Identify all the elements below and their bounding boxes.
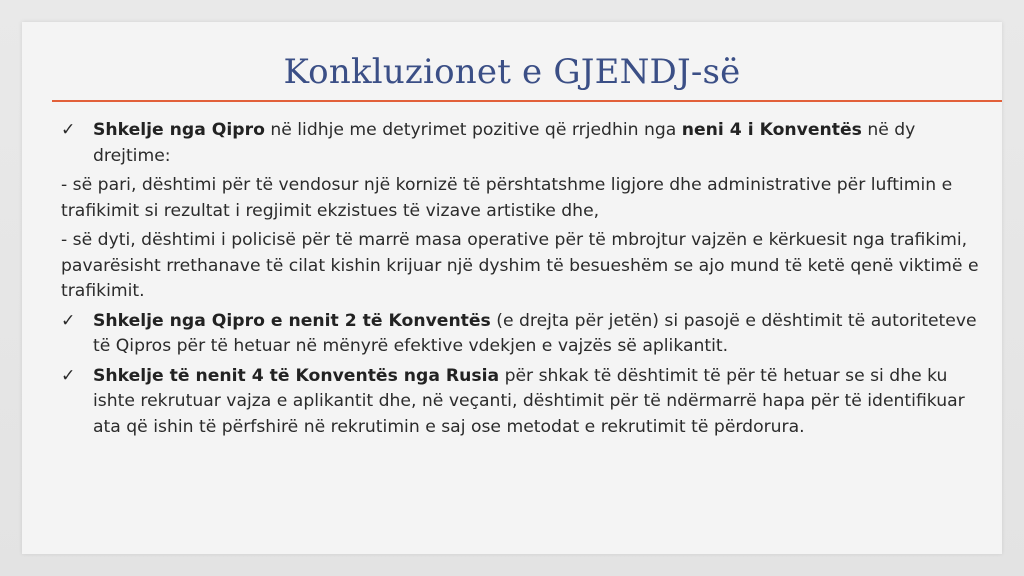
- bullet-2-bold: Shkelje nga Qipro e nenit 2 të Konventës: [93, 310, 491, 331]
- checkmark-icon: ✓: [61, 365, 76, 386]
- bullet-1-bold-2: neni 4 i Konventës: [681, 120, 862, 140]
- title-underline: [52, 100, 1002, 102]
- bullet-item-1: [61, 118, 981, 169]
- bullet-2-text: (e drejta për jetën) si pasojë e dështimit të autoriteteve të Qipros për të hetuar në mënyrë efektive vdekjen e vajzës së aplikantit.: [93, 310, 977, 356]
- bullet-1-text: në lidhje me detyrimet pozitive që rrjedhin nga: [264, 120, 682, 140]
- paragraph-first-failure: - së pari, dështimi për të vendosur një kornizë të përshtatshme ligjore dhe administrative për luftimin e trafikimit si rezultat i regjimit ekzistues të vizave artistike dhe,: [61, 175, 953, 221]
- paragraph-second-failure: - së dyti, dështimi i policisë për të marrë masa operative për të mbrojtur vajzën e kërkuesit nga trafikimi, pavarësisht rrethanave të cilat kishin krijuar një dyshim të besueshëm se ajo mund të ketë qenë viktimë e trafikimit.: [61, 230, 979, 301]
- bullet-3-text: për shkak të dështimit të për të hetuar se si dhe ku ishte rekrutuar vajza e aplikantit dhe, në veçanti, dështimit për të ndërmarrë hapa për të identifikuar ata që ishin të përfshirë në rekrutimin e saj ose metodat e rekrutimit të përdorura.: [93, 365, 965, 437]
- slide: [22, 22, 1002, 554]
- bullet-3-bold: Shkelje të nenit 4 të Konventës nga Rusia: [93, 365, 500, 386]
- bullet-item-3: [61, 364, 981, 441]
- checkmark-icon: ✓: [61, 310, 76, 331]
- bullet-1-bold: Shkelje nga Qipro: [93, 120, 265, 140]
- checkmark-icon: ✓: [61, 120, 76, 140]
- slide-body: [61, 118, 981, 440]
- slide-title: Konkluzionet e GJENDJ-së: [283, 52, 741, 92]
- bullet-1-tail: në dy drejtime:: [93, 120, 916, 166]
- bullet-item-2: [61, 309, 981, 360]
